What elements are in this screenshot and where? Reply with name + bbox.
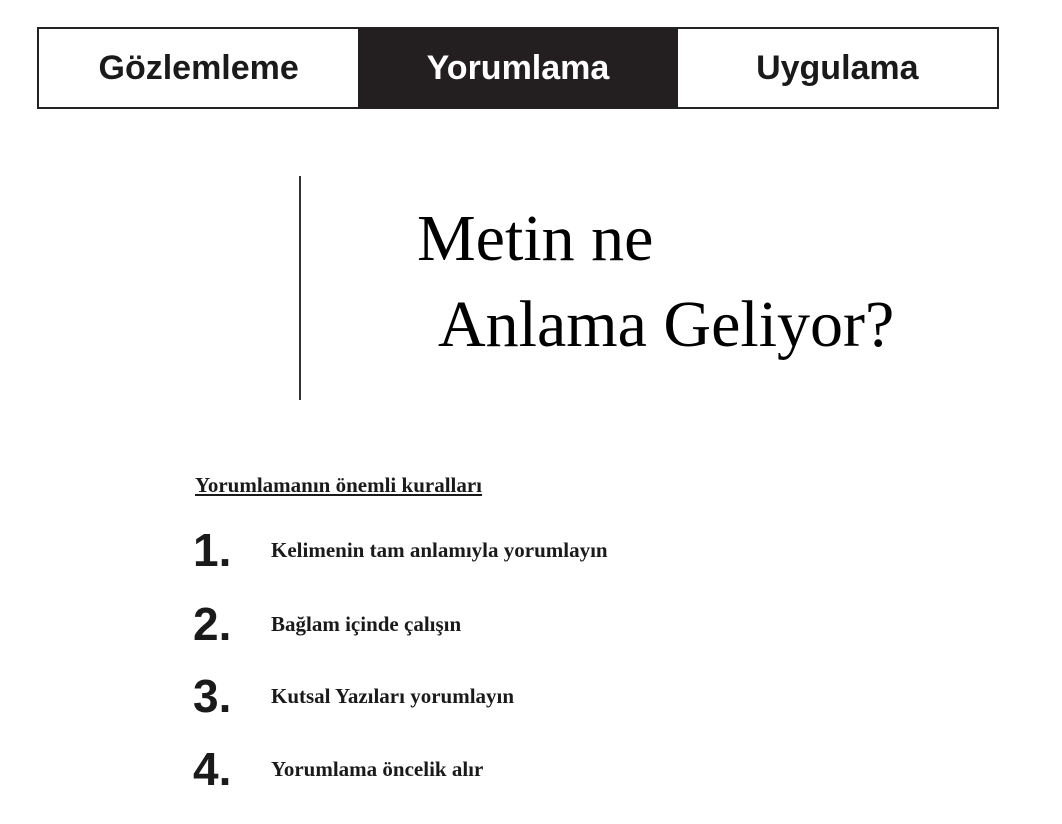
rule-text: Kelimenin tam anlamıyla yorumlayın xyxy=(271,537,608,562)
page-title-line1: Metin ne xyxy=(417,202,654,275)
rule-item-1 xyxy=(193,524,608,576)
rules-heading: Yorumlamanın önemli kuralları xyxy=(195,473,483,497)
vertical-divider xyxy=(299,176,301,400)
rule-text: Bağlam içinde çalışın xyxy=(271,611,462,636)
tab-bar xyxy=(37,27,999,109)
rule-number: 3. xyxy=(193,670,232,722)
rule-number: 1. xyxy=(193,524,232,576)
tab-gozlemleme[interactable]: Gözlemleme xyxy=(39,29,358,107)
rule-text: Yorumlama öncelik alır xyxy=(271,756,484,781)
rule-number: 4. xyxy=(193,743,232,795)
rule-number: 2. xyxy=(193,598,232,650)
tab-yorumlama[interactable]: Yorumlama xyxy=(358,29,677,107)
rule-item-2 xyxy=(193,598,461,650)
rule-item-3 xyxy=(193,670,514,722)
tab-uygulama[interactable]: Uygulama xyxy=(678,29,997,107)
rule-text: Kutsal Yazıları yorumlayın xyxy=(271,683,515,708)
rule-item-4 xyxy=(193,743,483,795)
page-title-line2: Anlama Geliyor? xyxy=(438,288,895,361)
